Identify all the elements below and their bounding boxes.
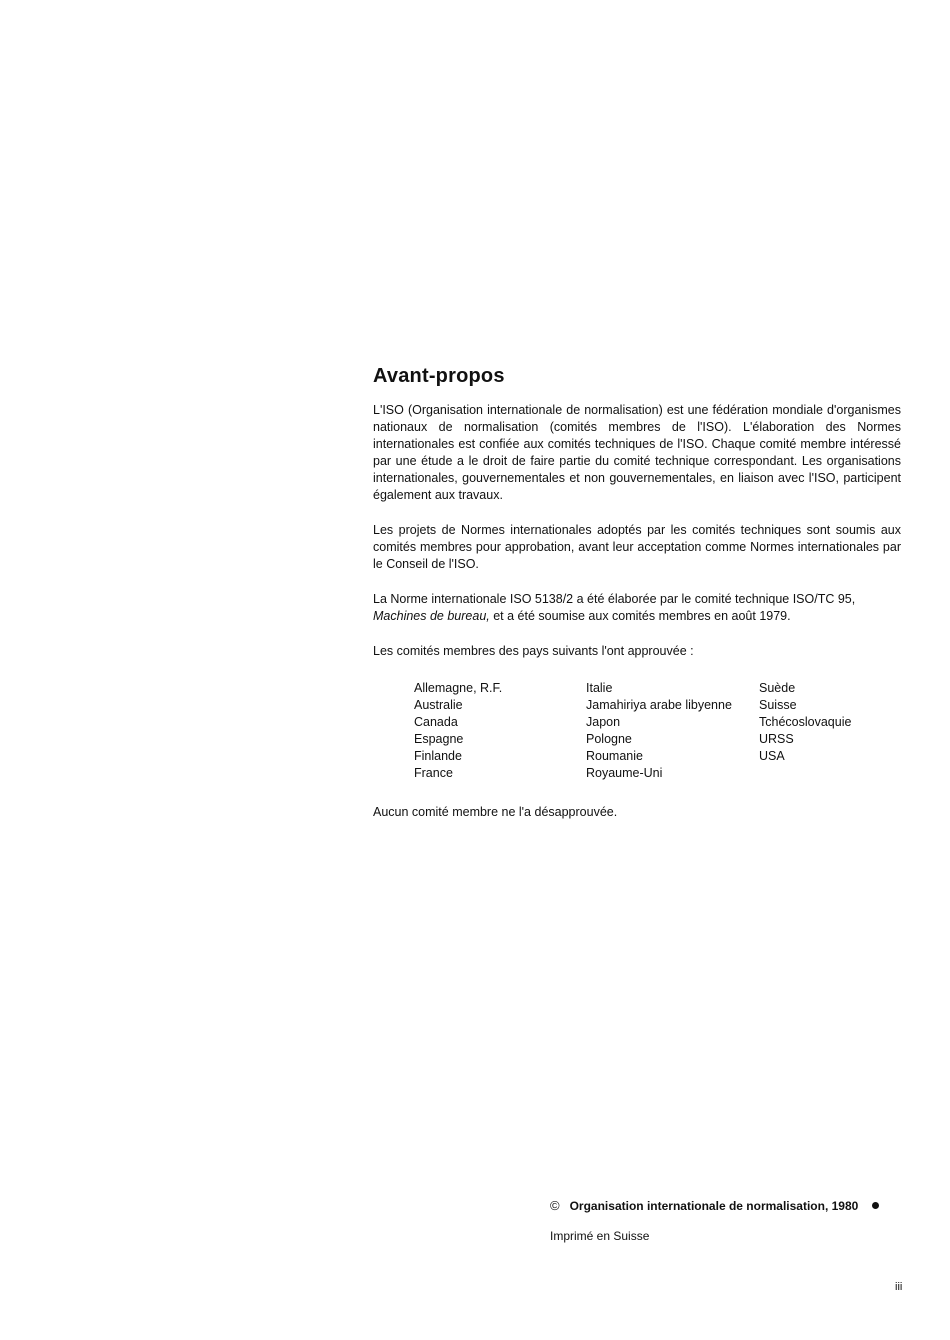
list-item: Australie <box>414 698 463 712</box>
member-bodies-column-1 <box>414 680 586 782</box>
copyright-text: Organisation internationale de normalisation, 1980 <box>569 1198 859 1213</box>
list-item: Italie <box>586 681 613 695</box>
list-item: Finlande <box>414 749 462 763</box>
paragraph-standard-origin-end: et a été soumise aux comités membres en août 1979. <box>489 609 791 623</box>
list-item: Royaume-Uni <box>586 766 663 780</box>
committee-title: Machines de bureau, <box>373 609 490 623</box>
paragraph-draft-standards: Les projets de Normes internationales adoptés par les comités techniques sont soumis aux comités membres pour approbation, avant leur acceptation comme Normes internationales par le Conseil de l'ISO. <box>373 523 901 571</box>
list-item: Jamahiriya arabe libyenne <box>586 698 732 712</box>
bullet-icon <box>872 1202 879 1209</box>
member-bodies-column-2 <box>586 680 759 782</box>
page-title: Avant-propos <box>373 365 505 387</box>
page-number: iii <box>895 1281 903 1293</box>
paragraph-standard-origin-start: La Norme internationale ISO 5138/2 a été élaborée par le comité technique ISO/TC 95, <box>373 592 856 606</box>
list-item: Suède <box>759 681 796 695</box>
list-item: Allemagne, R.F. <box>414 681 503 695</box>
member-bodies-list <box>414 680 901 782</box>
list-item: URSS <box>759 732 794 746</box>
list-item: Japon <box>586 715 621 729</box>
list-item: Tchécoslovaquie <box>759 715 852 729</box>
paragraph-no-disapproval: Aucun comité membre ne l'a désapprouvée. <box>373 805 618 819</box>
foreword-section <box>373 365 901 839</box>
copyright-notice <box>550 1198 879 1213</box>
paragraph-approval-intro: Les comités membres des pays suivants l'ont approuvée : <box>373 644 694 658</box>
list-item: Suisse <box>759 698 797 712</box>
member-bodies-column-3 <box>759 680 899 782</box>
list-item: Pologne <box>586 732 632 746</box>
printed-in: Imprimé en Suisse <box>550 1229 650 1243</box>
list-item: Canada <box>414 715 458 729</box>
paragraph-iso-description: L'ISO (Organisation internationale de normalisation) est une fédération mondiale d'organismes nationaux de normalisation (comités membres de l'ISO). L'élaboration des Normes internationales est confiée aux comités techniques de l'ISO. Chaque comité membre intéressé par une étude a le droit de faire partie du comité technique correspondant. Les organisations internationales, gouvernementales et non gouvernementales, en liaison avec l'ISO, participent également aux travaux. <box>373 403 901 502</box>
list-item: Espagne <box>414 732 464 746</box>
list-item: USA <box>759 749 785 763</box>
list-item: Roumanie <box>586 749 643 763</box>
paragraph-standard-origin <box>373 591 901 625</box>
copyright-icon: © <box>550 1198 560 1213</box>
list-item: France <box>414 766 453 780</box>
